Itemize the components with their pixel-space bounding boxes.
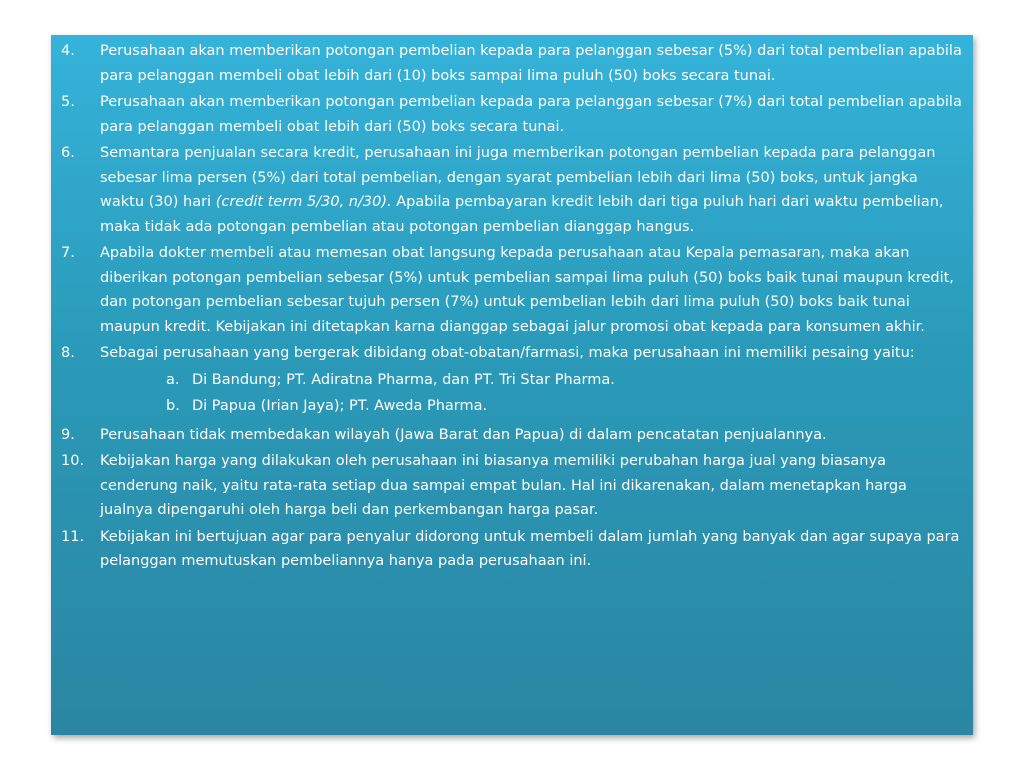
list-item-9	[61, 423, 963, 448]
list-text: Kebijakan harga yang dilakukan oleh perusahaan ini biasanya memiliki perubahan harga jual yang biasanya cenderung naik, yaitu rata-rata setiap dua sampai empat bulan. Hal ini dikarenakan, dalam menetapkan harga jualnya dipengaruhi oleh harga beli dan perkembangan harga pasar.	[100, 453, 907, 518]
list-item-8	[61, 341, 963, 366]
list-number: 9.	[61, 426, 75, 443]
list-text	[100, 141, 963, 239]
sub-item-text: Di Bandung; PT. Adiratna Pharma, dan PT. Tri Star Pharma.	[192, 371, 615, 388]
numbered-list	[61, 39, 963, 574]
list-text: Apabila dokter membeli atau memesan obat langsung kepada perusahaan atau Kepala pemasaran, maka akan diberikan potongan pembelian sebesar (5%) untuk pembelian sampai lima puluh (50) boks baik tunai maupun kredit, dan potongan pembelian sebesar tujuh persen (7%) untuk pembelian lebih dari lima puluh (50) boks baik tunai maupun kredit. Kebijakan ini ditetapkan karna dianggap sebagai jalur promosi obat kepada para konsumen akhir.	[100, 245, 954, 335]
sub-item-letter: a.	[166, 371, 180, 388]
list-text-part: Apabila pembayaran kredit lebih dari tiga puluh hari dari waktu pembelian, maka tidak ada potongan pembelian atau potongan pembelian dianggap hangus.	[100, 194, 944, 235]
list-number: 6.	[61, 145, 75, 161]
list-text: Perusahaan akan memberikan potongan pembelian kepada para pelanggan sebesar (7%) dari total pembelian apabila para pelanggan membeli obat lebih dari (50) boks secara tunai.	[100, 94, 962, 135]
list-text-part: Semantara penjualan secara kredit, perusahaan ini juga memberikan potongan pembelian kepada para pelanggan sebesar lima persen (5%) dari total pembelian, dengan syarat pembelian lebih dari lima (50) boks, untuk jangka waktu (30) hari	[100, 145, 936, 210]
sub-item-b	[61, 394, 963, 419]
list-item-4	[61, 39, 963, 88]
slide-content-box	[51, 35, 973, 735]
list-text: Kebijakan ini bertujuan agar para penyalur didorong untuk membeli dalam jumlah yang banyak dan agar supaya para pelanggan memutuskan pembeliannya hanya pada perusahaan ini.	[100, 528, 960, 569]
list-text: Perusahaan tidak membedakan wilayah (Jawa Barat dan Papua) di dalam pencatatan penjualannya.	[100, 426, 827, 443]
list-number: 11.	[61, 528, 85, 545]
list-text: Perusahaan akan memberikan potongan pembelian kepada para pelanggan sebesar (5%) dari total pembelian apabila para pelanggan membeli obat lebih dari (10) boks sampai lima puluh (50) boks secara tunai.	[100, 43, 962, 84]
list-item-5	[61, 90, 963, 139]
list-number: 10.	[61, 453, 85, 469]
list-number: 4.	[61, 43, 75, 59]
list-item-10	[61, 449, 963, 523]
list-item-6	[61, 141, 963, 239]
list-number: 7.	[61, 245, 75, 261]
list-number: 5.	[61, 94, 75, 110]
sub-item-text: Di Papua (Irian Jaya); PT. Aweda Pharma.	[192, 398, 488, 414]
sub-item-a	[61, 368, 963, 393]
list-item-7	[61, 241, 963, 339]
sub-item-letter: b.	[166, 398, 180, 414]
list-number: 8.	[61, 345, 75, 361]
list-text: Sebagai perusahaan yang bergerak dibidang obat-obatan/farmasi, maka perusahaan ini memiliki pesaing yaitu:	[100, 345, 915, 361]
credit-term-italic: (credit term 5/30, n/30).	[215, 194, 392, 210]
list-item-11	[61, 525, 963, 574]
